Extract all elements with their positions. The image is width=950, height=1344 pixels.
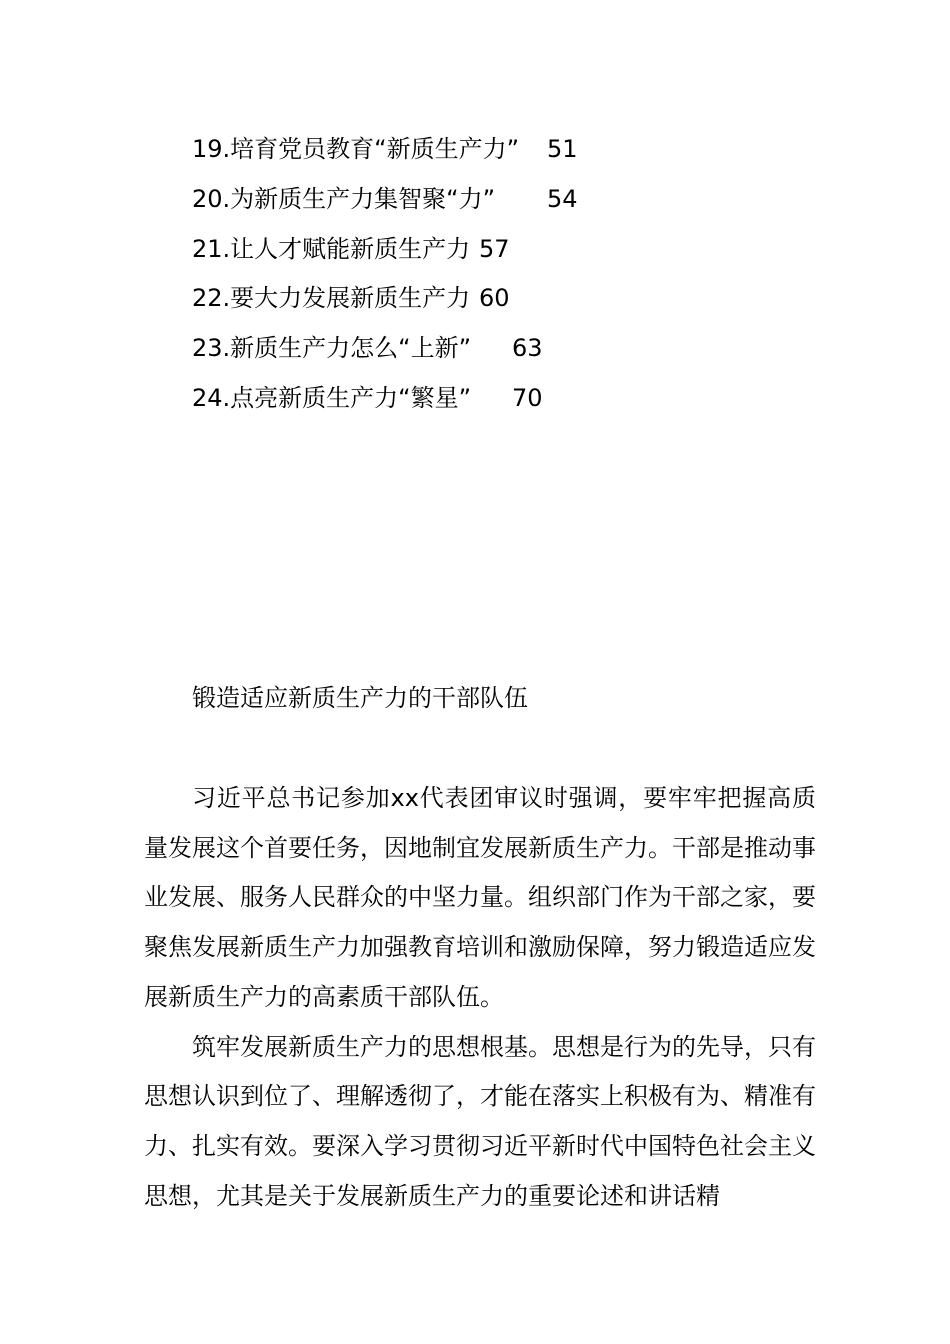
toc-entry-page: 63 bbox=[512, 334, 543, 363]
toc-entry-title: 20.为新质生产力集智聚“力” bbox=[192, 184, 496, 213]
toc-entry-page: 54 bbox=[547, 184, 578, 213]
toc-entry-title: 21.让人才赋能新质生产力 bbox=[192, 234, 471, 263]
toc-entry-page: 57 bbox=[479, 234, 510, 263]
article-body bbox=[144, 774, 816, 1221]
toc-entry-page: 70 bbox=[512, 383, 543, 412]
toc-entry-title: 23.新质生产力怎么“上新” bbox=[192, 334, 472, 363]
toc-entry-title: 19.培育党员教育“新质生产力” bbox=[192, 135, 520, 163]
article-title: 锻造适应新质生产力的干部队伍 bbox=[192, 684, 528, 712]
toc-entry-title: 22.要大力发展新质生产力 bbox=[192, 284, 471, 313]
paragraph: 习近平总书记参加xx代表团审议时强调，要牢牢把握高质量发展这个首要任务，因地制宜发展新质生产力。干部是推动事业发展、服务人民群众的中坚力量。组织部门作为干部之家，要聚焦发展新质生产力加强教育培训和激励保障，努力锻造适应发展新质生产力的高素质干部队伍。 bbox=[144, 784, 816, 1011]
toc-entry-page: 51 bbox=[547, 135, 578, 163]
toc-entry-page: 60 bbox=[479, 284, 510, 313]
paragraph: 筑牢发展新质生产力的思想根基。思想是行为的先导，只有思想认识到位了、理解透彻了，才能在落实上积极有为、精准有力、扎实有效。要深入学习贯彻习近平新时代中国特色社会主义思想，尤其是关于发展新质生产力的重要论述和讲话精 bbox=[144, 1032, 816, 1210]
toc-entry-title: 24.点亮新质生产力“繁星” bbox=[192, 383, 472, 412]
